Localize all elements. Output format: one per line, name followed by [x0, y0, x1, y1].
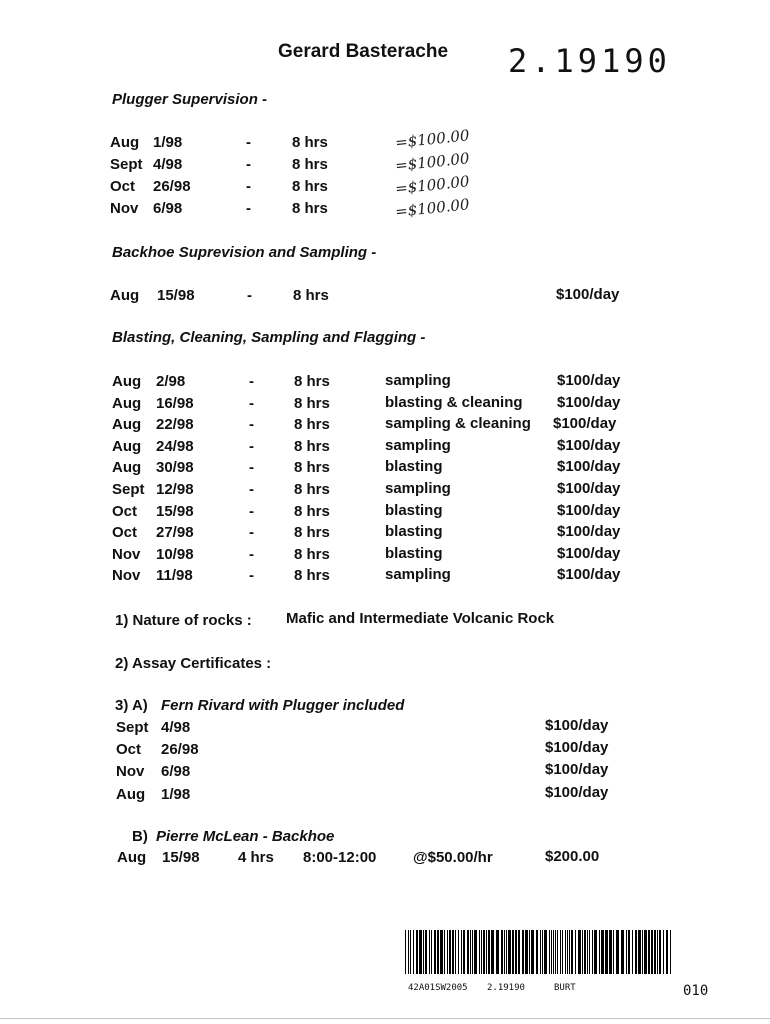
note-3b-title: Pierre McLean - Backhoe — [156, 828, 335, 845]
blasting-row-day: 22/98 — [156, 416, 194, 434]
blasting-row-dash: - — [249, 524, 254, 542]
note-3b-prefix: B) — [132, 828, 148, 845]
blasting-row-hours: 8 hrs — [294, 459, 330, 477]
blasting-row-day: 10/98 — [156, 545, 194, 563]
note-3a-row-rate: $100/day — [545, 761, 609, 778]
blasting-row-day: 15/98 — [156, 502, 194, 520]
blasting-row-day: 12/98 — [156, 481, 194, 498]
plugger-row-day: 4/98 — [153, 156, 183, 173]
plugger-row-day: 6/98 — [153, 200, 183, 217]
note-3a-row-day: 4/98 — [161, 719, 191, 736]
blasting-row-rate: $100/day — [557, 480, 621, 497]
plugger-row-handwritten-amount: =$100.00 — [394, 195, 471, 221]
note-3a-row-month: Nov — [116, 763, 145, 780]
note-3a-row-day: 26/98 — [161, 741, 199, 758]
blasting-row-month: Aug — [112, 437, 142, 455]
note-3a-row-rate: $100/day — [545, 784, 609, 801]
backhoe-row-hours: 8 hrs — [293, 287, 329, 304]
blasting-row-dash: - — [249, 394, 254, 412]
plugger-row-dash: - — [246, 156, 251, 173]
blasting-row-task: sampling — [385, 436, 451, 454]
blasting-row-rate: $100/day — [557, 458, 621, 476]
note-3a-prefix: 3) A) — [115, 697, 148, 714]
blasting-row-month: Aug — [112, 416, 142, 434]
blasting-row-dash: - — [249, 416, 254, 434]
note-2-label: 2) Assay Certificates : — [115, 655, 272, 672]
blasting-row-rate: $100/day — [557, 393, 621, 411]
blasting-row-task: sampling & cleaning — [385, 415, 531, 433]
note-3a-row-day: 1/98 — [161, 786, 191, 803]
plugger-heading: Plugger Supervision - — [112, 91, 268, 108]
blasting-row-hours: 8 hrs — [294, 502, 330, 520]
note-3a-row-month: Sept — [116, 719, 149, 736]
backhoe-row-dash: - — [247, 287, 252, 304]
blasting-row-task: blasting — [385, 544, 443, 562]
blasting-row-rate: $100/day — [557, 566, 621, 584]
blasting-row-day: 27/98 — [156, 524, 194, 542]
plugger-row-dash: - — [246, 178, 251, 195]
plugger-row-day: 1/98 — [153, 134, 183, 151]
scan-edge-line — [0, 1018, 770, 1019]
note-3b-time: 8:00-12:00 — [303, 849, 377, 866]
plugger-row-dash: - — [246, 134, 251, 151]
blasting-row-hours: 8 hrs — [294, 481, 330, 498]
blasting-row-task: blasting — [385, 458, 443, 476]
blasting-row-task: sampling — [385, 480, 451, 497]
plugger-row-hours: 8 hrs — [292, 200, 328, 217]
document-number: 2.19190 — [508, 42, 671, 80]
blasting-row-dash: - — [249, 567, 254, 585]
blasting-row-task: sampling — [385, 372, 451, 389]
blasting-row-month: Aug — [112, 394, 142, 412]
backhoe-row-rate: $100/day — [556, 286, 620, 303]
note-3b-total: $200.00 — [545, 848, 600, 865]
blasting-row-month: Oct — [112, 524, 138, 542]
blasting-row-task: sampling — [385, 566, 451, 584]
plugger-row-day: 26/98 — [153, 178, 191, 195]
plugger-row-hours: 8 hrs — [292, 156, 328, 173]
page-number: 010 — [683, 983, 709, 999]
blasting-row-hours: 8 hrs — [294, 545, 330, 563]
note-3a-row-month: Aug — [116, 786, 146, 803]
footer-code-2: 2.19190 — [487, 983, 525, 993]
blasting-row-month: Aug — [112, 373, 142, 390]
blasting-row-month: Oct — [112, 502, 138, 520]
blasting-row-rate: $100/day — [557, 436, 621, 454]
note-3a-row-month: Oct — [116, 741, 142, 758]
note-3a-row-rate: $100/day — [545, 739, 609, 756]
blasting-row-month: Aug — [112, 459, 142, 477]
plugger-row-month: Aug — [110, 134, 140, 151]
blasting-row-dash: - — [249, 545, 254, 563]
blasting-row-hours: 8 hrs — [294, 394, 330, 412]
blasting-row-dash: - — [249, 459, 254, 477]
blasting-row-task: blasting — [385, 501, 443, 519]
note-3a-row-rate: $100/day — [545, 717, 609, 734]
blasting-row-rate: $100/day — [557, 544, 621, 562]
footer-code-1: 42A01SW2005 — [408, 983, 468, 993]
backhoe-row-month: Aug — [110, 287, 140, 304]
blasting-row-hours: 8 hrs — [294, 524, 330, 542]
blasting-heading: Blasting, Cleaning, Sampling and Flagging - — [112, 329, 426, 346]
plugger-row-hours: 8 hrs — [292, 134, 328, 151]
blasting-row-dash: - — [249, 437, 254, 455]
blasting-row-hours: 8 hrs — [294, 416, 330, 434]
blasting-row-month: Nov — [112, 567, 141, 585]
backhoe-heading: Backhoe Suprevision and Sampling - — [112, 244, 377, 261]
blasting-row-dash: - — [249, 502, 254, 520]
blasting-row-rate: $100/day — [557, 372, 621, 389]
blasting-row-month: Sept — [112, 481, 145, 498]
document-author: Gerard Basterache — [278, 41, 449, 62]
blasting-row-task: blasting — [385, 523, 443, 541]
plugger-row-handwritten-amount: =$100.00 — [394, 172, 471, 198]
blasting-row-day: 30/98 — [156, 459, 194, 477]
blasting-row-rate: $100/day — [557, 523, 621, 541]
note-1-label: 1) Nature of rocks : — [115, 612, 252, 629]
barcode — [405, 930, 671, 974]
backhoe-row-day: 15/98 — [157, 287, 195, 304]
blasting-row-day: 11/98 — [156, 567, 193, 585]
blasting-row-task: blasting & cleaning — [385, 393, 523, 411]
blasting-row-day: 24/98 — [156, 437, 194, 455]
plugger-row-month: Oct — [110, 178, 136, 195]
note-3a-title: Fern Rivard with Plugger included — [161, 697, 405, 714]
plugger-row-hours: 8 hrs — [292, 178, 328, 195]
blasting-row-month: Nov — [112, 545, 141, 563]
blasting-row-dash: - — [249, 373, 254, 390]
plugger-row-dash: - — [246, 200, 251, 217]
note-3b-hourly: @$50.00/hr — [413, 849, 493, 866]
blasting-row-hours: 8 hrs — [294, 373, 330, 390]
footer-code-3: BURT — [554, 983, 576, 993]
blasting-row-rate: $100/day — [557, 501, 621, 519]
plugger-row-handwritten-amount: =$100.00 — [394, 126, 471, 152]
plugger-row-month: Nov — [110, 200, 139, 217]
blasting-row-dash: - — [249, 481, 254, 498]
blasting-row-rate: $100/day — [553, 415, 617, 433]
blasting-row-hours: 8 hrs — [294, 567, 330, 585]
blasting-row-hours: 8 hrs — [294, 437, 330, 455]
plugger-row-handwritten-amount: =$100.00 — [394, 149, 471, 175]
note-3a-row-day: 6/98 — [161, 763, 191, 780]
note-3b-hours: 4 hrs — [238, 849, 274, 866]
plugger-row-month: Sept — [110, 156, 143, 173]
note-3b-day: 15/98 — [162, 849, 200, 866]
note-3b-month: Aug — [117, 849, 147, 866]
blasting-row-day: 2/98 — [156, 373, 186, 390]
blasting-row-day: 16/98 — [156, 394, 194, 412]
note-1-value: Mafic and Intermediate Volcanic Rock — [286, 610, 555, 627]
